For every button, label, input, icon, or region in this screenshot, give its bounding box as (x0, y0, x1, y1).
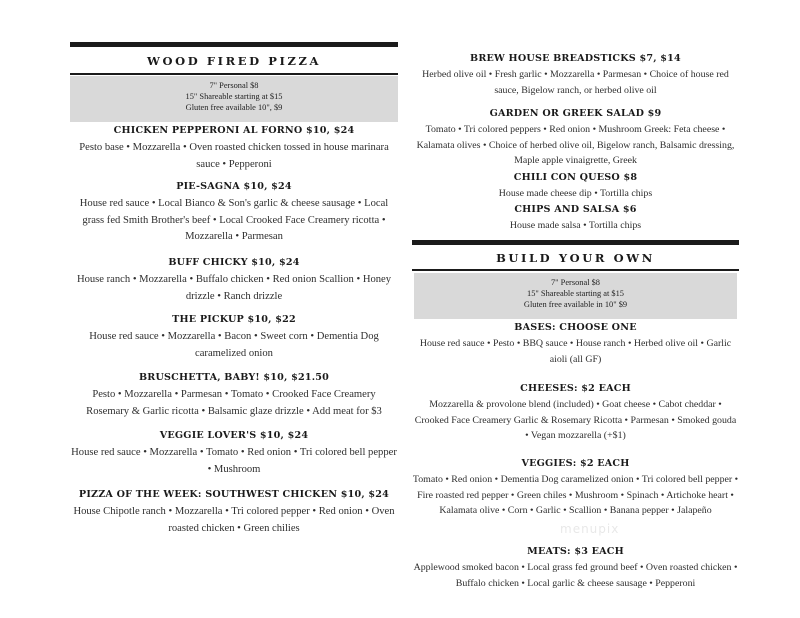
menu-item (70, 181, 398, 246)
size-gluten-free: Gluten free available in 10" $9 (523, 300, 628, 309)
watermark: menupix (560, 522, 620, 536)
size-pricing-box (70, 76, 398, 122)
section-title: WOOD FIRED PIZZA (146, 54, 322, 68)
size-personal: 7" Personal $8 (550, 278, 600, 287)
menu-item-name: BREW HOUSE BREADSTICKS $7, $14 (470, 53, 681, 64)
build-option (412, 458, 739, 519)
build-option-description: House red sauce • Pesto • BBQ sauce • House ranch • Herbed olive oil • Garlic aioli (all GF) (419, 338, 732, 365)
size-gluten-free: Gluten free available 10", $9 (185, 103, 283, 112)
menu-item-description: House red sauce • Mozzarella • Bacon • Sweet corn • Dementia Dog caramelized onion (89, 331, 379, 359)
menu-item (70, 257, 398, 305)
section-top-rule (70, 42, 398, 47)
size-pricing-box (414, 273, 737, 319)
menu-item (412, 53, 739, 98)
menu-item-description: House made salsa • Tortilla chips (509, 220, 642, 231)
build-option (412, 546, 739, 591)
menu-item-description: Herbed olive oil • Fresh garlic • Mozzarella • Parmesan • Choice of house red sauce, Bigelow ranch, or herbed olive oil (422, 69, 729, 96)
menu-item-name: BUFF CHICKY $10, $24 (168, 257, 300, 268)
section-bottom-rule (412, 269, 739, 271)
menu-item-description: Tomato • Tri colored peppers • Red onion • Mushroom Greek: Feta cheese • Kalamata olives • Choice of herbed olive oil, Bigelow ranch, Balsamic dressing, Maple apple vinaigrette, Greek (416, 124, 735, 166)
menu-item-name: CHIPS AND SALSA $6 (514, 204, 637, 215)
section-bottom-rule (70, 73, 398, 75)
menu-item-name: THE PICKUP $10, $22 (172, 314, 296, 325)
build-option (412, 322, 739, 367)
menu-item-name: PIZZA OF THE WEEK: SOUTHWEST CHICKEN $10, $24 (78, 489, 390, 500)
menu-item-name: BRUSCHETTA, BABY! $10, $21.50 (138, 372, 330, 383)
menu-item (70, 314, 398, 362)
build-option (412, 383, 739, 444)
build-option-description: Applewood smoked bacon • Local grass fed ground beef • Oven roasted chicken • Buffalo chicken • Local garlic & cheese sausage • Pepperoni (413, 562, 738, 589)
menu-item-description: House ranch • Mozzarella • Buffalo chicken • Red onion Scallion • Honey drizzle • Ranch drizzle (76, 274, 392, 302)
menu-item (70, 430, 398, 478)
menu-item-name: GARDEN OR GREEK SALAD $9 (489, 108, 662, 119)
menu-item (70, 125, 398, 173)
menu-item-description: House Chipotle ranch • Mozzarella • Tri colored pepper • Red onion • Oven roasted chicken • Green chilies (73, 506, 395, 534)
menu-item (70, 372, 398, 420)
section-top-rule (412, 240, 739, 245)
build-option-name: VEGGIES: $2 EACH (521, 458, 630, 469)
size-shareable: 15" Shareable starting at $15 (185, 92, 283, 101)
section-title: BUILD YOUR OWN (496, 251, 655, 265)
build-option-name: BASES: CHOOSE ONE (514, 322, 637, 333)
build-option-name: MEATS: $3 EACH (527, 546, 624, 557)
menu-item-description: House red sauce • Local Bianco & Son's garlic & cheese sausage • Local grass fed Smith Brother's beef • Local Crooked Face Creamery ricotta • Mozzarella • Parmesan (79, 198, 389, 242)
menu-item (412, 204, 739, 234)
build-option-name: CHEESES: $2 EACH (520, 383, 631, 394)
menu-item (412, 172, 739, 202)
menu-item (70, 489, 398, 537)
menu-item-name: VEGGIE LOVER'S $10, $24 (159, 430, 309, 441)
menu-item-description: House made cheese dip • Tortilla chips (498, 188, 653, 199)
build-option-description: Mozzarella & provolone blend (included) • Goat cheese • Cabot cheddar • Crooked Face Creamery Garlic & Rosemary Ricotta • Parmesan • Smoked gouda • Vegan mozzarella (+$1) (414, 399, 737, 441)
menu-item-description: Pesto • Mozzarella • Parmesan • Tomato • Crooked Face Creamery Rosemary & Garlic ricotta • Balsamic glaze drizzle • Add meat for $3 (86, 389, 382, 417)
size-personal: 7" Personal $8 (209, 81, 259, 90)
size-shareable: 15" Shareable starting at $15 (527, 289, 624, 298)
menu-item-name: CHICKEN PEPPERONI AL FORNO $10, $24 (113, 125, 355, 136)
menu-item-name: PIE-SAGNA $10, $24 (176, 181, 292, 192)
menu-item-description: House red sauce • Mozzarella • Tomato • Red onion • Tri colored bell pepper • Mushroom (71, 447, 397, 475)
menu-item-description: Pesto base • Mozzarella • Oven roasted chicken tossed in house marinara sauce • Pepperoni (79, 142, 389, 170)
build-option-description: Tomato • Red onion • Dementia Dog caramelized onion • Tri colored bell pepper • Fire roasted red pepper • Green chiles • Mushroom • Spinach • Artichoke heart • Kalamata olive • Corn • Garlic • Scallion • Banana pepper • Jalapeño (412, 474, 739, 516)
menu-item (412, 108, 739, 169)
menu-item-name: CHILI CON QUESO $8 (513, 172, 638, 183)
